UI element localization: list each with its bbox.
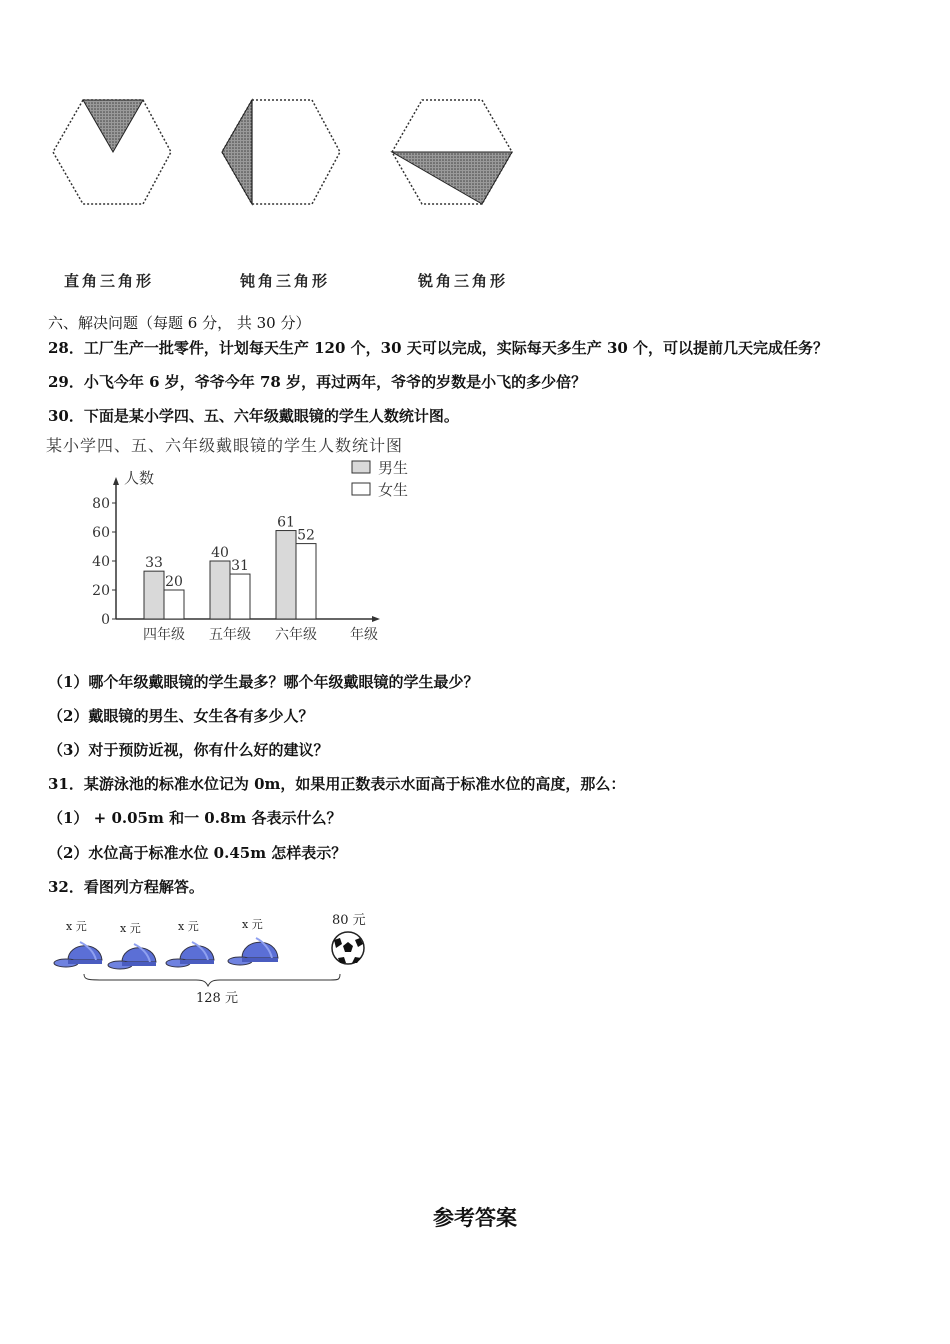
legend-swatch — [352, 461, 370, 473]
y-tick-label: 40 — [92, 554, 110, 570]
x-tick-label: 五年级 — [209, 627, 251, 643]
cap-2 — [108, 922, 156, 969]
total-price-label: 128 元 — [196, 991, 238, 1006]
cap-4 — [228, 918, 278, 965]
cap-price-label-1: x 元 — [66, 920, 87, 933]
hexagon-obtuse-triangle — [222, 100, 340, 204]
x-tick-label: 六年级 — [275, 627, 317, 643]
y-axis-label: 人数 — [124, 469, 155, 487]
bar-value-label: 61 — [277, 514, 295, 531]
y-tick-label: 20 — [92, 583, 110, 599]
y-tick-label: 60 — [92, 525, 110, 541]
question-30-2: （2）戴眼镜的男生、女生各有多少人？ — [48, 707, 314, 725]
x-axis-label: 年级 — [350, 627, 378, 643]
bar-value-label: 33 — [145, 555, 163, 572]
bar-value-label: 52 — [297, 527, 315, 544]
x-tick-label: 四年级 — [143, 627, 185, 643]
cap-3 — [166, 920, 214, 967]
q32-figure — [46, 908, 386, 1013]
cap-price-label-4: x 元 — [242, 918, 263, 931]
section-heading: 六、解决问题（每题 6 分， 共 30 分） — [48, 314, 311, 332]
bar-boys — [210, 561, 230, 619]
question-32: 32．看图列方程解答。 — [48, 878, 204, 896]
figure-label-acute: 锐角三角形 — [418, 272, 509, 290]
cap-price-label-3: x 元 — [178, 920, 199, 933]
soccer-ball — [332, 913, 366, 964]
bar-girls — [296, 544, 316, 619]
hexagon-acute-triangle — [392, 100, 512, 204]
bar-value-label: 31 — [231, 558, 249, 575]
bar-chart — [44, 455, 424, 645]
question-31-1: （1） + 0.05m 和一 0.8m 各表示什么？ — [48, 809, 342, 827]
chart-title: 某小学四、五、六年级戴眼镜的学生人数统计图 — [46, 436, 404, 455]
figure-label-obtuse: 钝角三角形 — [240, 272, 331, 290]
question-28: 28．工厂生产一批零件，计划每天生产 120 个，30 天可以完成，实际每天多生产 30 个，可以提前几天完成任务？ — [48, 339, 829, 357]
answers-title: 参考答案 — [433, 1205, 517, 1230]
ball-price-label: 80 元 — [332, 913, 366, 928]
question-30: 30．下面是某小学四、五、六年级戴眼镜的学生人数统计图。 — [48, 407, 459, 425]
y-axis-arrow — [113, 477, 119, 485]
legend-swatch — [352, 483, 370, 495]
legend-label: 女生 — [378, 481, 409, 499]
cap-price-label-2: x 元 — [120, 922, 141, 935]
bar-value-label: 40 — [211, 545, 229, 561]
figure-label-right: 直角三角形 — [64, 272, 155, 290]
total-brace — [84, 974, 340, 1006]
legend-label: 男生 — [378, 459, 409, 477]
bar-boys — [144, 571, 164, 619]
question-31: 31．某游泳池的标准水位记为 0m，如果用正数表示水面高于标准水位的高度，那么： — [48, 775, 626, 793]
cap-1 — [54, 920, 102, 967]
y-tick-label: 80 — [92, 496, 110, 512]
y-tick-label: 0 — [101, 612, 110, 628]
question-31-2: （2）水位高于标准水位 0.45m 怎样表示？ — [48, 844, 347, 862]
hexagon-right-triangle — [53, 100, 171, 204]
question-29: 29．小飞今年 6 岁，爷爷今年 78 岁，再过两年，爷爷的岁数是小飞的多少倍？ — [48, 373, 587, 391]
bar-value-label: 20 — [165, 574, 183, 590]
question-30-3: （3）对于预防近视，你有什么好的建议？ — [48, 741, 329, 759]
question-30-1: （1）哪个年级戴眼镜的学生最多？哪个年级戴眼镜的学生最少？ — [48, 673, 479, 691]
bar-girls — [164, 590, 184, 619]
hexagon-figures — [40, 90, 540, 215]
bar-girls — [230, 574, 250, 619]
x-axis-arrow — [372, 616, 380, 622]
bar-boys — [276, 531, 296, 619]
